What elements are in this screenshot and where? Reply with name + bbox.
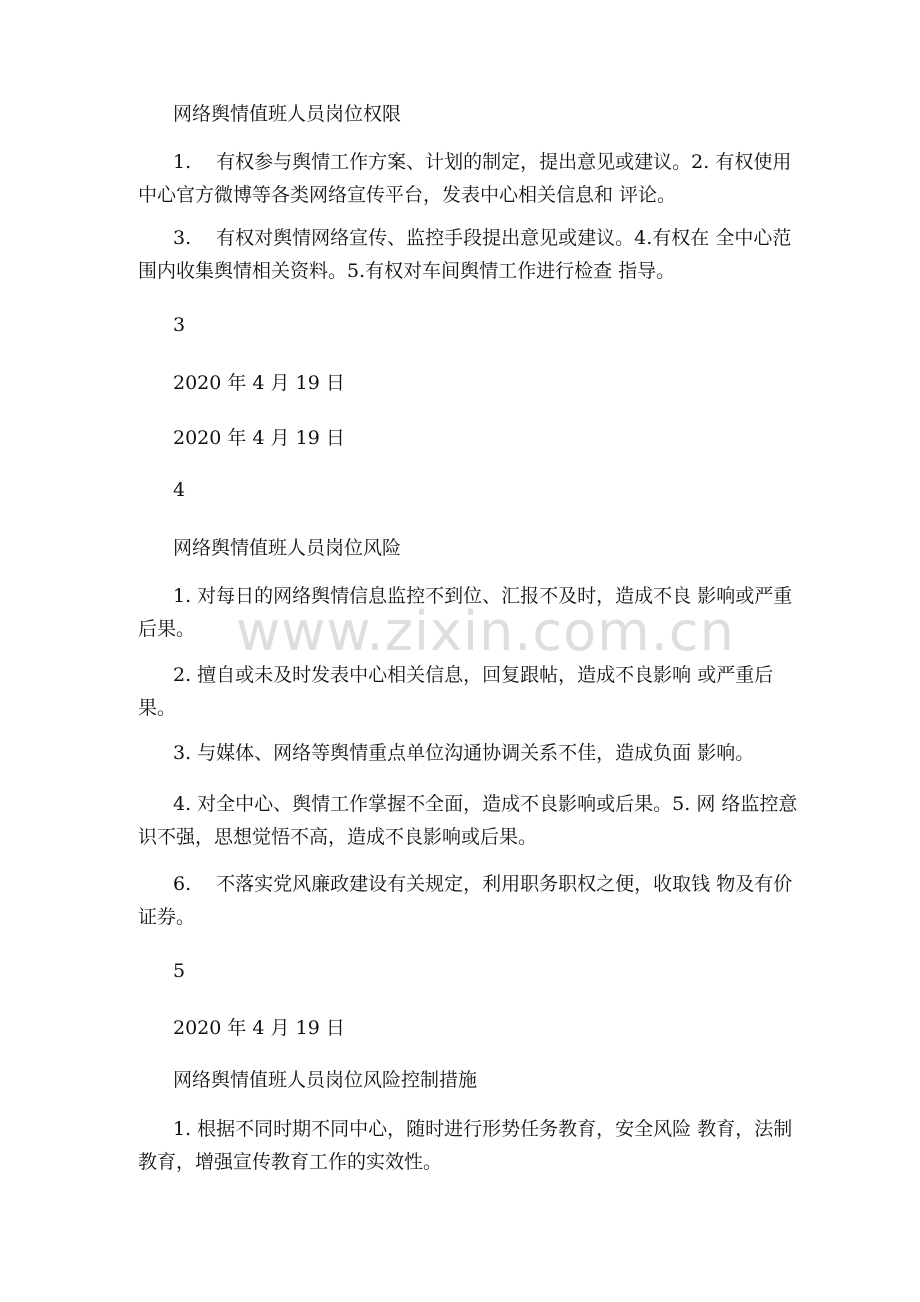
paragraph-risk-1: 1. 对每日的网络舆情信息监控不到位、汇报不及时，造成不良 影响或严重后果。 — [138, 585, 793, 640]
section-title-authority: 网络舆情值班人员岗位权限 — [173, 103, 402, 125]
paragraph-risk-2: 2. 擅自或未及时发表中心相关信息，回复跟帖，造成不良影响 或严重后果。 — [138, 664, 774, 719]
date-line-1: 2020 年 4 月 19 日 — [173, 372, 345, 394]
paragraph-authority-1-2: 1. 有权参与舆情工作方案、计划的制定，提出意见或建议。2. 有权使用中心官方微博等各类网络宣传平台，发表中心相关信息和 评论。 — [138, 151, 792, 206]
date-line-3: 2020 年 4 月 19 日 — [173, 1017, 345, 1039]
date-line-2: 2020 年 4 月 19 日 — [173, 427, 345, 449]
paragraph-risk-4-5: 4. 对全中心、舆情工作掌握不全面，造成不良影响或后果。5. 网 络监控意识不强，思想觉悟不高，造成不良影响或后果。 — [138, 793, 798, 848]
paragraph-risk-6: 6. 不落实党风廉政建设有关规定，利用职务职权之便，收取钱 物及有价证券。 — [138, 873, 793, 928]
section-title-risk-control: 网络舆情值班人员岗位风险控制措施 — [173, 1069, 478, 1091]
paragraph-authority-3-5: 3. 有权对舆情网络宣传、监控手段提出意见或建议。4.有权在 全中心范围内收集舆情相关资料。5.有权对车间舆情工作进行检查 指导。 — [138, 227, 792, 282]
watermark-text: www.zixin.com.cn — [236, 600, 735, 663]
paragraph-control-1: 1. 根据不同时期不同中心，随时进行形势任务教育，安全风险 教育，法制教育，增强宣传教育工作的实效性。 — [138, 1118, 793, 1173]
page-number-5: 5 — [173, 960, 186, 982]
page-number-3: 3 — [173, 314, 186, 336]
page-number-4: 4 — [173, 479, 186, 501]
paragraph-risk-3: 3. 与媒体、网络等舆情重点单位沟通协调关系不佳，造成负面 影响。 — [173, 742, 755, 764]
section-title-risk: 网络舆情值班人员岗位风险 — [173, 537, 402, 559]
